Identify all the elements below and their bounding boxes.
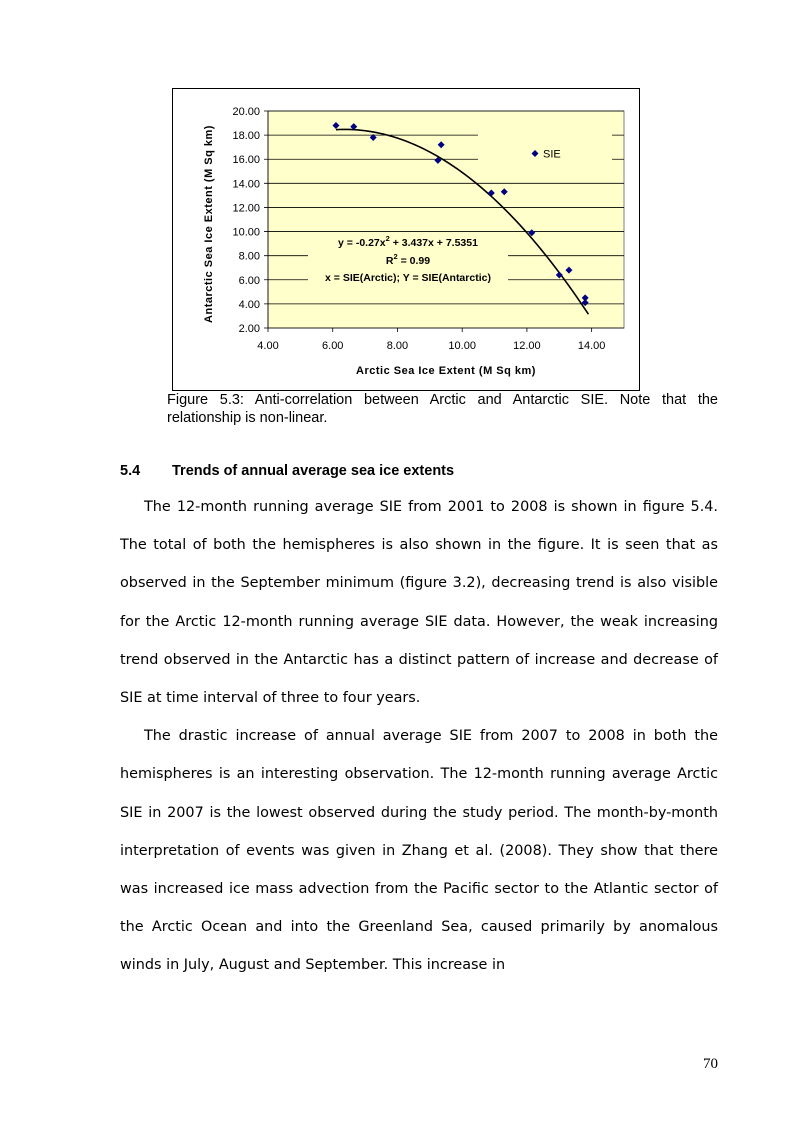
paragraph: The 12-month running average SIE from 2001 to 2008 is shown in figure 5.4. The total of both the hemispheres is also shown in the figure. It is seen that as observed in the September minimum (figure 3.2), decreasing trend is also visible for the Arctic 12-month running average SIE data. However, the weak increasing trend observed in the Antarctic has a distinct pattern of increase and decrease of SIE at time interval of three to four years. [120,499,718,707]
x-axis-title: Arctic Sea Ice Extent (M Sq km) [356,365,536,377]
x-tick-label: 12.00 [513,340,541,352]
x-tick-label: 4.00 [257,340,279,352]
r2-prefix: R [385,255,394,267]
paragraph: The drastic increase of annual average SIE from 2007 to 2008 in both the hemispheres is an interesting observation. The 12-month running average Arctic SIE in 2007 is the lowest observed during the study period. The month-by-month interpretation of events was given in Zhang et al. (2008). They show that there was increased ice mass advection from the Pacific sector to the Atlantic sector of the Arctic Ocean and into the Greenland Sea, caused primarily by anomalous winds in July, August and September. This increase in [120,728,718,974]
x-tick-label: 10.00 [448,340,476,352]
r2-exponent: 2 [393,252,398,261]
equation-text [338,234,478,249]
equation-suffix: + 3.437x + 7.5351 [389,237,478,249]
y-tick-label: 8.00 [238,250,260,263]
y-tick-label: 14.00 [232,178,260,191]
r2-suffix: = 0.99 [397,255,431,267]
figure-chart [172,88,640,391]
page-number: 70 [703,1056,718,1072]
equation-prefix: y = -0.27x [338,237,386,249]
trendline-equation [308,233,508,285]
body-text [120,488,718,985]
section-number: 5.4 [120,463,141,479]
y-axis-title: Antarctic Sea Ice Extent (M Sq km) [203,125,215,323]
variable-definition: x = SIE(Arctic); Y = SIE(Antarctic) [325,272,491,284]
section-heading [120,463,720,479]
chart-legend [478,132,612,176]
x-tick-label: 6.00 [322,340,344,352]
y-tick-label: 10.00 [232,226,260,239]
x-tick-label: 14.00 [577,340,606,352]
y-tick-label: 4.00 [238,298,260,311]
section-title: Trends of annual average sea ice extents [172,463,455,479]
r-squared-text [386,252,430,267]
y-tick-label: 20.00 [232,106,260,118]
scatter-chart [172,88,640,391]
y-tick-label: 16.00 [232,154,260,167]
y-tick-label: 18.00 [232,130,260,143]
legend-label: SIE [543,148,561,161]
equation-exponent: 2 [385,234,390,243]
x-tick-label: 8.00 [386,340,409,352]
y-tick-label: 12.00 [232,202,260,215]
figure-caption: Figure 5.3: Anti-correlation between Arctic and Antarctic SIE. Note that the relationship is non-linear. [167,392,718,426]
y-tick-label: 2.00 [238,323,260,335]
y-tick-label: 6.00 [238,274,260,287]
